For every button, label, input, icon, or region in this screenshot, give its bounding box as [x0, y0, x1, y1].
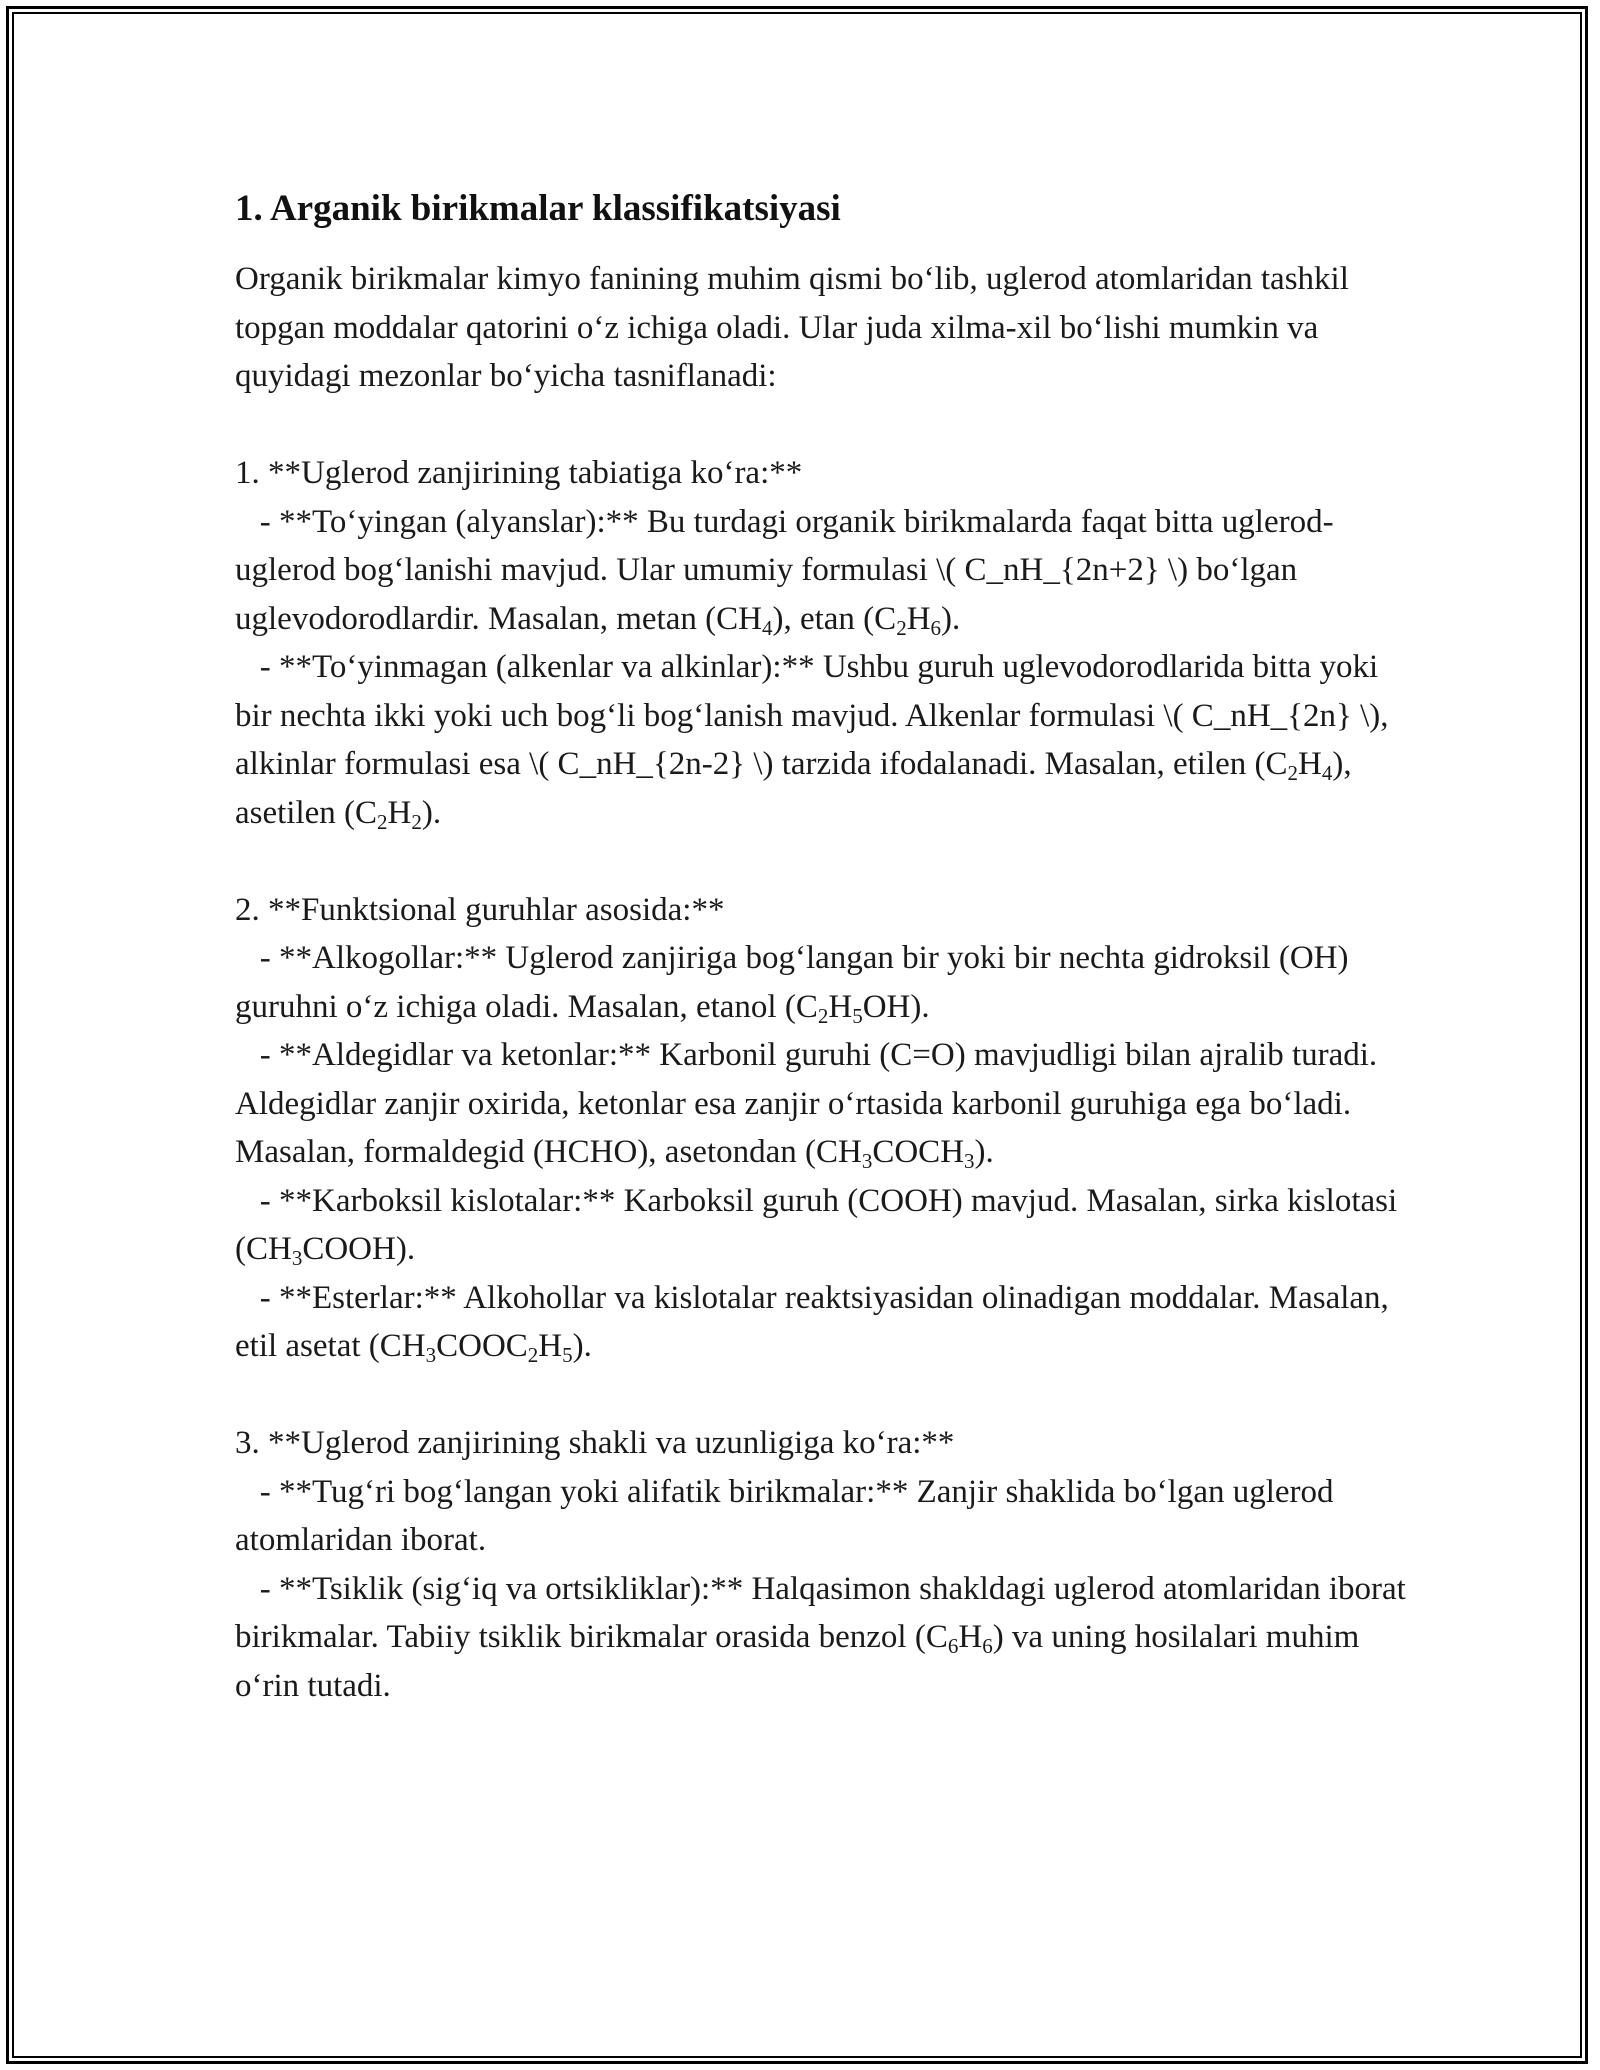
spacer: [235, 837, 1415, 886]
section-3-item-cyclic: [235, 1565, 1415, 1711]
formula-benzene: $C_6H_6$: [925, 1619, 993, 1658]
item-text: ), etan (: [772, 600, 875, 637]
section-3-heading: 3. **Uglerod zanjirining shakli va uzunligiga ko‘ra:**: [235, 1425, 955, 1461]
item-text: - **Tug‘ri bog‘langan yoki alifatik birikmalar:** Zanjir shaklida bo‘lgan uglerod atomlaridan iborat.: [235, 1473, 1342, 1558]
formula-ethyl-acetate: $CH_3COOC_2H_5$: [379, 1328, 573, 1367]
section-2-item-esters: [235, 1274, 1415, 1371]
item-text: ), asetilen (: [235, 746, 1360, 831]
section-3-item-aliphatic: [235, 1468, 1415, 1565]
item-text: - **Tsiklik (sig‘iq va ortsikliklar):** Halqasimon shakldagi uglerod atomlaridan iborat birikmalar. Tabiiy tsiklik birikmalar orasida benzol (: [235, 1570, 1415, 1655]
formula-acetone: $CH_3COCH_3$: [816, 1134, 975, 1173]
section-2-item-aldehydes-ketones: [235, 1031, 1415, 1177]
item-text: ).: [421, 794, 442, 831]
item-text: - **Aldegidlar va ketonlar:** Karbonil guruhi (C=O) mavjudligi bilan ajralib turadi. Aldegidlar zanjir oxirida, ketonlar esa zanjir o‘rtasida karbonil guruhiga ega bo‘ladi. Masalan, formaldegid (HCHO), asetondan (: [235, 1037, 1384, 1170]
item-text: ).: [572, 1328, 592, 1364]
formula-acetylene: $C_2H_2$: [355, 794, 422, 834]
item-text: ).: [910, 988, 930, 1025]
document-body: [235, 185, 1415, 1710]
item-text: ) va uning hosilalari muhim o‘rin tutadi.: [235, 1619, 1368, 1704]
section-2-heading: 2. **Funktsional guruhlar asosida:**: [235, 891, 725, 928]
item-text: - **Esterlar:** Alkohollar va kislotalar reaktsiyasidan olinadigan moddalar. Masalan, etil asetat (: [235, 1279, 1398, 1364]
spacer: [235, 1371, 1415, 1420]
item-text: - **To‘yinmagan (alkenlar va alkinlar):** Ushbu guruh uglevodorodlarida bitta yoki bir nechta ikki yoki uch bog‘li bog‘lanish mavjud. Alkenlar formulasi \( C_nH_{2n} \), alkinlar formulasi esa \( C_nH_{2n-2} \) tarzida ifodalanadi. Masalan, etilen (: [235, 649, 1397, 782]
section-1-heading: 1. **Uglerod zanjirining tabiatiga ko‘ra:**: [235, 455, 803, 491]
formula-ethanol: $C_2H_5OH$: [795, 988, 911, 1028]
spacer: [235, 401, 1415, 450]
item-text: ).: [974, 1134, 994, 1170]
formula-ethylene: $C_2H_4$: [1265, 746, 1333, 785]
item-text: ).: [395, 1231, 416, 1267]
section-1-item-saturated: [235, 498, 1415, 644]
item-text: - **Karboksil kislotalar:** Karboksil guruh (COOH) mavjud. Masalan, sirka kislotasi (: [235, 1182, 1406, 1267]
formula-methane: $CH_4$: [716, 600, 773, 640]
section-2-item-carboxylic-acids: [235, 1177, 1415, 1274]
intro-paragraph: Organik birikmalar kimyo fanining muhim qismi bo‘lib, uglerod atomlaridan tashkil topgan moddalar qatorini o‘z ichiga oladi. Ular juda xilma-xil bo‘lishi mumkin va quyidagi mezonlar bo‘yicha tasniflanadi:: [235, 261, 1358, 394]
item-text: ).: [941, 600, 961, 637]
item-text: - **To‘yingan (alyanslar):** Bu turdagi organik birikmalarda faqat bitta uglerod-uglerod bog‘lanishi mavjud. Ular umumiy formulasi \( C_nH_{2n+2} \) bo‘lgan uglevodorodlardir. Masalan, metan (: [235, 503, 1334, 637]
item-text: - **Alkogollar:** Uglerod zanjiriga bog‘langan bir yoki bir nechta gidroksil (OH) guruhni o‘z ichiga oladi. Masalan, etanol (: [235, 940, 1357, 1025]
section-2-item-alcohols: [235, 934, 1415, 1031]
section-1-item-unsaturated: [235, 643, 1415, 837]
formula-acetic-acid: $CH_3COOH$: [246, 1231, 396, 1270]
document-title: 1. Arganik birikmalar klassifikatsiyasi: [235, 188, 841, 229]
formula-ethane: $C_2H_6$: [874, 600, 942, 640]
